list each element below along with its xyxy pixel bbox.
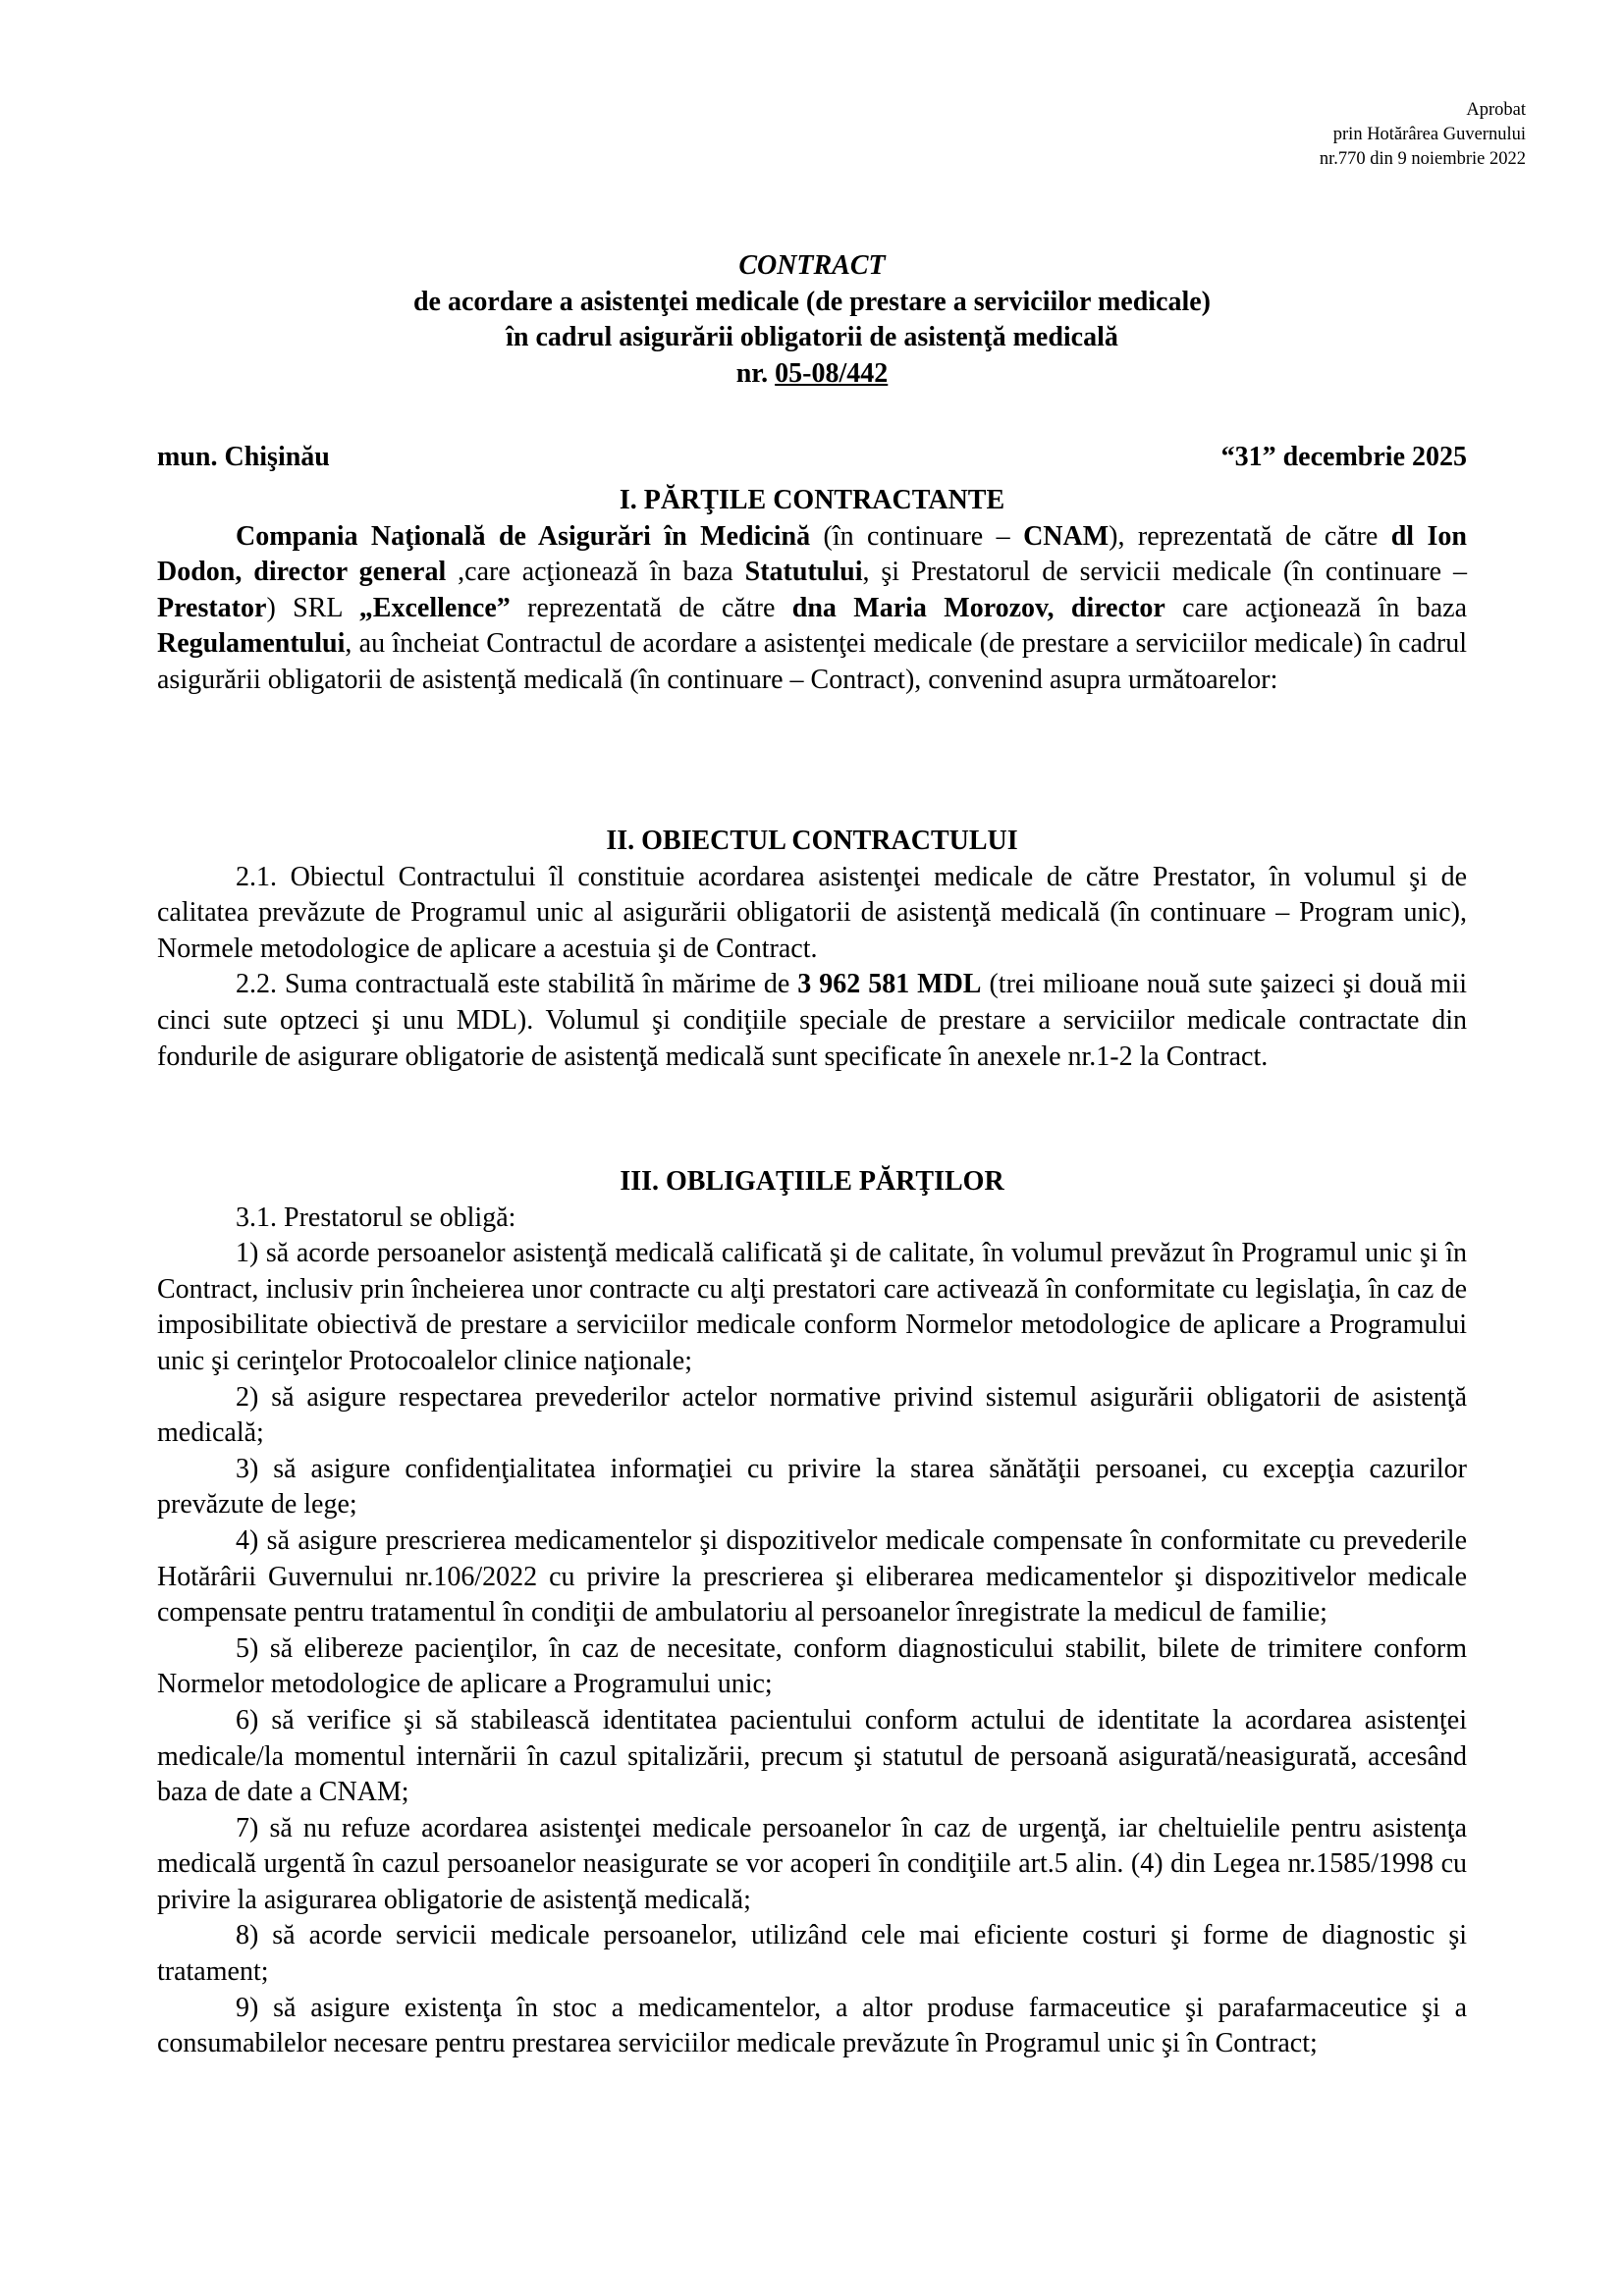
contract-date: “31” decembrie 2025 [1220, 442, 1467, 472]
section-3-title: III. OBLIGAŢIILE PĂRŢILOR [620, 1166, 1004, 1197]
contract-amount: 3 962 581 MDL [797, 969, 982, 1000]
text-fragment: 2.2. Suma contractuală este stabilită în mărime de [236, 969, 798, 1000]
text-fragment: ), reprezentată de către [1109, 520, 1391, 552]
company-name: Compania Naţională de Asigurări în Medicină [236, 520, 811, 552]
contract-title [157, 248, 1467, 392]
cnam-abbrev: CNAM [1023, 520, 1110, 552]
text-fragment: reprezentată de către [510, 592, 792, 623]
section-object [157, 824, 1467, 1075]
prestator-abbrev: Prestator [157, 592, 267, 623]
text-fragment: , şi Prestatorul de servicii medicale (în continuare – [862, 557, 1468, 588]
approval-note [1320, 98, 1526, 172]
obligation-item: 6) să verifice şi să stabilească identitatea pacientului conform actului de identitate la acordarea asistenţei medicale/la momentul internării în cazul spitalizării, precum şi statutul de persoană asigurată/neasigurată, accesând baza de date a CNAM; [157, 1704, 1467, 1808]
contract-subtitle-1: de acordare a asistenţei medicale (de prestare a serviciilor medicale) [412, 286, 1212, 317]
clause-2-1: 2.1. Obiectul Contractului îl constituie acordarea asistenţei medicale de către Prestator, în volumul şi de calitatea prevăzute de Programul unic al asigurării obligatorii de asistenţă medicală (în continuare – Program unic), Normele metodologice de aplicare a acestuia şi de Contract. [157, 861, 1467, 964]
obligation-item: 4) să asigure prescrierea medicamentelor şi dispozitivelor medicale compensate în conformitate cu prevederile Hotărârii Guvernului nr.106/2022 cu privire la prescrierea şi eliberarea medicamentelor şi dispozitivelor medicale compensate pentru tratamentul în condiţii de ambulatoriu al persoanelor înregistrate la medicul de familie; [157, 1524, 1467, 1629]
obligation-item: 1) să acorde persoanelor asistenţă medicală calificată şi de calitate, în volumul prevăzut în Programul unic şi în Contract, inclusiv prin încheierea unor contracte cu alţi prestatori care activează în conformitate cu legislaţia, în caz de imposibilitate obiectivă de prestare a serviciilor medicale conform Normelor metodologice de aplicare a Programului unic şi cerinţelor Protocoalelor clinice naţionale; [157, 1238, 1467, 1376]
contract-number-value: 05-08/442 [775, 357, 889, 389]
place-date-row [157, 440, 1467, 475]
text-fragment: (în continuare – [810, 520, 1024, 552]
contract-word: CONTRACT [738, 250, 886, 281]
obligation-item: 5) să elibereze pacienţilor, în caz de necesitate, conform diagnosticului stabilit, bilete de trimitere conform Normelor metodologice de aplicare a Programului unic; [157, 1632, 1467, 1700]
section-1-title: I. PĂRŢILE CONTRACTANTE [619, 485, 1005, 515]
obligation-item: 9) să asigure existenţa în stoc a medicamentelor, a altor produse farmaceutice şi parafarmaceutice şi a consumabilelor necesare pentru prestarea serviciilor medicale prevăzute în Programul unic şi în Contract; [157, 1992, 1467, 2059]
section-parties [157, 483, 1467, 699]
approval-line-2: prin Hotărârea Guvernului [1332, 125, 1526, 144]
clause-2-2 [157, 967, 1467, 1075]
section-obligations [157, 1164, 1467, 2062]
obligation-item: 3) să asigure confidenţialitatea informaţiei cu privire la starea sănătăţii persoanei, cu excepţia cazurilor prevăzute de lege; [157, 1453, 1467, 1521]
text-fragment: (trei milioane nouă sute şaizeci şi două mii cinci sute optzeci şi unu MDL). Volumul şi condiţiile speciale de prestare a serviciilor medicale contractate din fondurile de asigurare obligatorie de asistenţă medicală sunt specificate în anexele nr.1-2 la Contract. [157, 969, 1468, 1072]
clause-3-1-intro: 3.1. Prestatorul se obligă: [236, 1201, 516, 1233]
place: mun. Chişinău [157, 442, 330, 472]
section-1-paragraph [157, 519, 1467, 699]
obligation-item: 2) să asigure respectarea prevederilor actelor normative privind sistemul asigurării obligatorii de asistenţă medicală; [157, 1381, 1467, 1449]
contract-number-prefix: nr. [735, 357, 776, 389]
provider-name: „Excellence” [358, 592, 511, 623]
obligation-item: 8) să acorde servicii medicale persoanelor, utilizând cele mai eficiente costuri şi forme de diagnostic şi tratament; [157, 1920, 1467, 1988]
statute: Statutului [744, 557, 863, 588]
approval-line-1: Aprobat [1466, 100, 1526, 120]
text-fragment: ) SRL [266, 592, 359, 623]
text-fragment: , au încheiat Contractul de acordare a asistenţei medicale (de prestare a serviciilor medicale) în cadrul asigurării obligatorii de asistenţă medicală (în continuare – Contract), convenind asupra următoarelor: [157, 628, 1467, 695]
provider-representative: dna Maria Morozov, director [791, 592, 1165, 623]
contract-number [157, 356, 1467, 393]
obligation-item: 7) să nu refuze acordarea asistenţei medicale persoanelor în caz de urgenţă, iar cheltuielile pentru asistenţa medicală urgentă în cazul persoanelor neasigurate se vor acoperi în condiţiile art.5 alin. (4) din Legea nr.1585/1998 cu privire la asigurarea obligatorie de asistenţă medicală; [157, 1812, 1467, 1915]
text-fragment: ,care acţionează în baza [446, 557, 745, 588]
text-fragment: care acţionează în baza [1164, 592, 1467, 623]
section-2-title: II. OBIECTUL CONTRACTULUI [606, 826, 1018, 856]
cnam-representative: dl Ion Dodon, director general [157, 520, 1467, 588]
contract-subtitle-2: în cadrul asigurării obligatorii de asistenţă medicală [506, 322, 1118, 352]
regulation: Regulamentului [157, 628, 346, 660]
approval-line-3: nr.770 din 9 noiembrie 2022 [1319, 149, 1526, 169]
